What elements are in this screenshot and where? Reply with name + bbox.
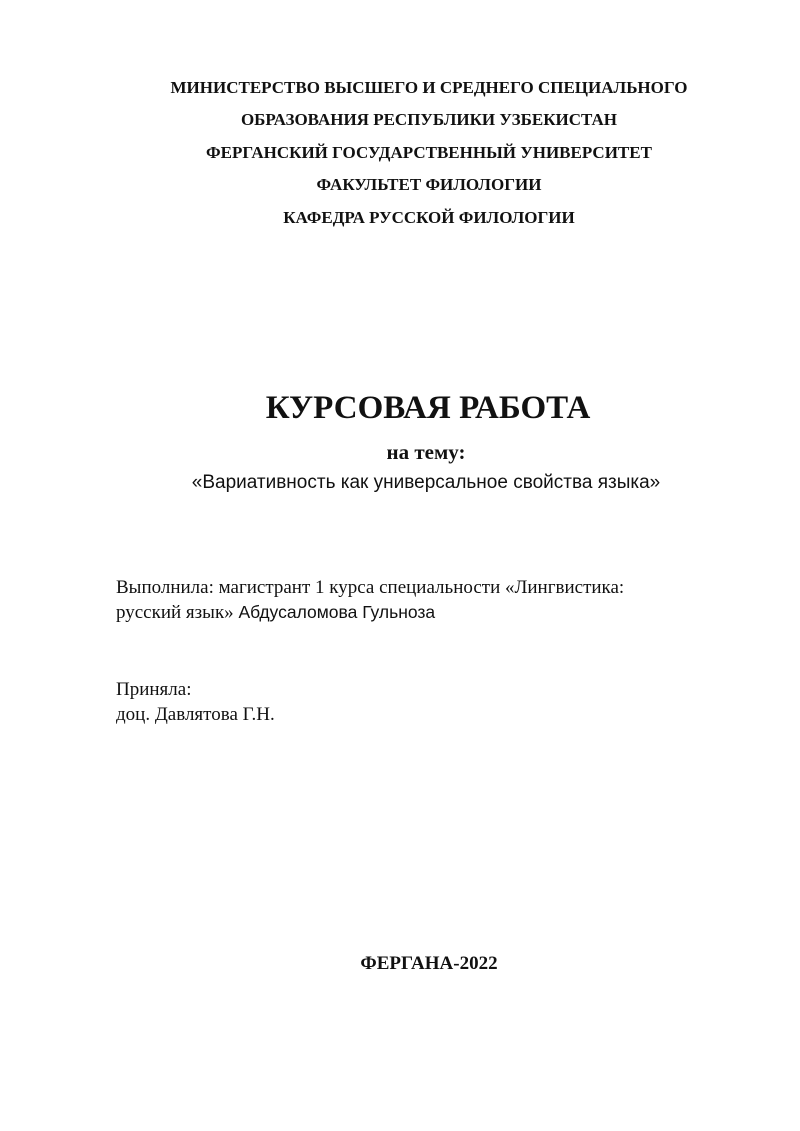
accepted-label: Приняла: <box>116 679 192 700</box>
topic-label: на тему: <box>386 440 466 464</box>
department-name: КАФЕДРА РУССКОЙ ФИЛОЛОГИИ <box>283 208 575 227</box>
ministry-line-1: МИНИСТЕРСТВО ВЫСШЕГО И СРЕДНЕГО СПЕЦИАЛЬНОГО <box>170 78 688 97</box>
supervisor-name: доц. Давлятова Г.Н. <box>116 704 275 725</box>
document-title: КУРСОВАЯ РАБОТА <box>265 390 591 426</box>
performer-block <box>116 575 736 625</box>
ministry-line-2: ОБРАЗОВАНИЯ РЕСПУБЛИКИ УЗБЕКИСТАН <box>240 110 618 129</box>
topic-title: «Вариативность как универсальное свойства языка» <box>191 472 661 493</box>
faculty-name: ФАКУЛЬТЕТ ФИЛОЛОГИИ <box>316 175 542 194</box>
performer-name: Абдусаломова Гульноза <box>238 602 436 622</box>
specialty-end: русский язык» <box>116 602 239 623</box>
accepted-block <box>116 677 275 727</box>
university-name: ФЕРГАНСКИЙ ГОСУДАРСТВЕННЫЙ УНИВЕРСИТЕТ <box>206 143 652 162</box>
performer-line-2 <box>116 600 736 625</box>
city-year: ФЕРГАНА-2022 <box>360 953 498 974</box>
performer-line-1: Выполнила: магистрант 1 курса специальности «Лингвистика: <box>116 577 625 598</box>
